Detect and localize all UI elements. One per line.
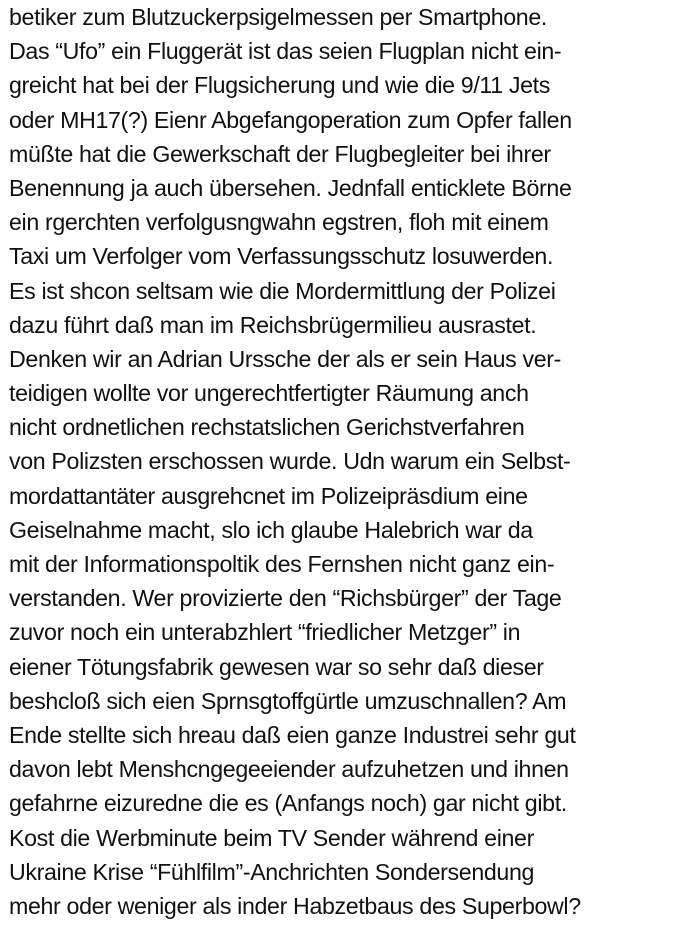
text-line: Ukraine Krise “Fühlfilm”-Anchrichten Sondersendung [9, 858, 535, 885]
text-line: Es ist shcon seltsam wie die Mordermittlung der Polizei [9, 277, 556, 304]
text-line: mehr oder weniger als inder Habzetbaus des Superbowl? [9, 892, 581, 919]
text-line: ein rgerchten verfolgusngwahn egstren, floh mit einem [9, 209, 549, 236]
text-line: zuvor noch ein unterabzhlert “friedlicher Metzger” in [9, 619, 521, 646]
text-line: Ende stellte sich hreau daß eien ganze Industrei sehr gut [9, 721, 576, 748]
text-line: Das “Ufo” ein Fluggerät ist das seien Flugplan nicht ein- [9, 38, 562, 65]
body-text [9, 0, 681, 923]
text-line: mordattantäter ausgrehcnet im Polizeipräsdium eine [9, 482, 528, 509]
text-line: Taxi um Verfolger vom Verfassungsschutz losuwerden. [9, 243, 554, 270]
text-line: greicht hat bei der Flugsicherung und wie die 9/11 Jets [9, 72, 551, 99]
text-line: beshcloß sich eien Sprnsgtoffgürtle umzuschnallen? Am [9, 687, 567, 714]
text-line: oder MH17(?) Eienr Abgefangoperation zum Opfer fallen [9, 106, 572, 133]
text-line: Geiselnahme macht, slo ich glaube Halebrich war da [9, 516, 533, 543]
text-line: eiener Tötungsfabrik gewesen war so sehr daß dieser [9, 653, 544, 680]
text-line: nicht ordnetlichen rechstatslichen Gerichstverfahren [9, 414, 525, 441]
text-line: mit der Informationspoltik des Fernshen nicht ganz ein- [9, 551, 555, 577]
text-line: dazu führt daß man im Reichsbrügermilieu ausrastet. [9, 311, 537, 338]
text-line: verstanden. Wer provizierte den “Richsbürger” der Tage [9, 585, 562, 612]
text-line: gefahrne eizuredne die es (Anfangs noch) gar nicht gibt. [9, 790, 567, 817]
text-line: teidigen wollte vor ungerechtfertigter Räumung anch [9, 380, 529, 407]
text-line: Kost die Werbminute beim TV Sender während einer [9, 824, 534, 851]
text-line: müßte hat die Gewerkschaft der Flugbegleiter bei ihrer [9, 140, 551, 167]
text-line: Denken wir an Adrian Urssche der als er sein Haus ver- [9, 345, 562, 372]
text-line: Benennung ja auch übersehen. Jednfall enticklete Börne [9, 174, 572, 201]
text-line: betiker zum Blutzuckerpsigelmessen per Smartphone. [9, 4, 547, 30]
text-line: von Polizsten erschossen wurde. Udn warum ein Selbst- [9, 448, 571, 475]
text-line: davon lebt Menshcngegeeiender aufzuhetzen und ihnen [9, 756, 569, 783]
